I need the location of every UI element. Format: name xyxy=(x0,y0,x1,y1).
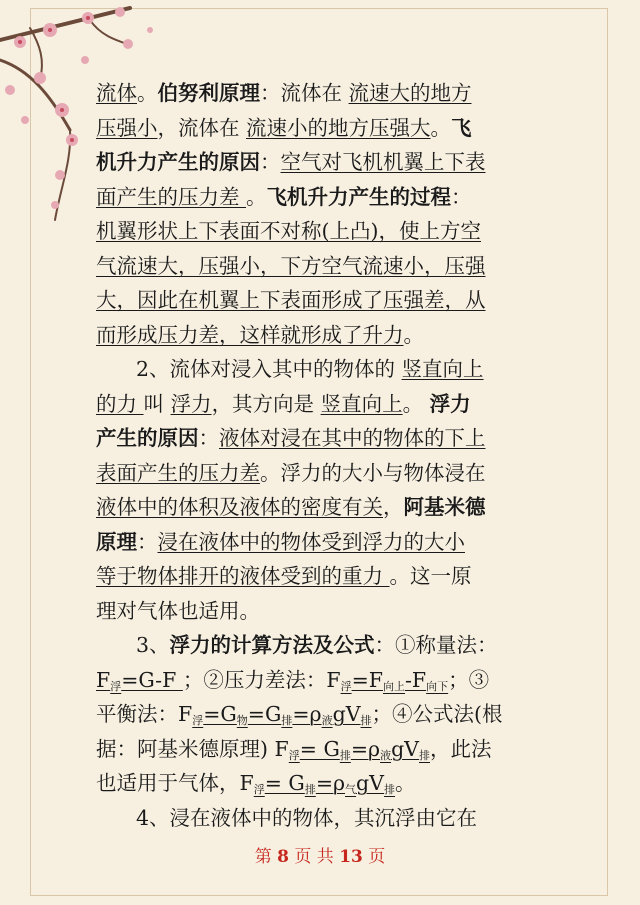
plain-text: ；③ xyxy=(448,667,490,692)
plain-text: 。 xyxy=(402,391,430,416)
text-line xyxy=(96,421,546,456)
text-line xyxy=(96,663,546,698)
text-line xyxy=(96,352,546,387)
plain-text: 2、流体对浸入其中的物体的 xyxy=(136,357,402,381)
underlined-text: 竖直向上 xyxy=(320,391,403,416)
underlined-text: 等于物体排开的液体受到的重力 xyxy=(96,564,390,588)
bold-term: 飞机升力产生的过程 xyxy=(266,184,452,209)
text-line xyxy=(96,387,546,422)
text-line xyxy=(96,766,546,801)
body-text xyxy=(96,76,546,835)
text-line xyxy=(96,214,546,249)
subscript: 液 xyxy=(321,714,333,727)
underlined-text: 的力 xyxy=(96,391,144,416)
plain-text: ：流体在 xyxy=(260,81,349,105)
subscript: 液 xyxy=(380,748,392,762)
plain-text: 4、浸在液体中的物体，其沉浮由它在 xyxy=(136,805,478,830)
underlined-text: 表面产生的压力差 xyxy=(96,460,260,485)
underlined-text: 流体 xyxy=(96,81,137,105)
plain-text: ： xyxy=(451,184,472,209)
underlined-text: =F xyxy=(351,667,383,692)
plain-text: ；④公式法(根 xyxy=(371,702,503,726)
text-line xyxy=(96,318,546,353)
footer-prefix: 第 xyxy=(254,847,278,867)
subscript: 排 xyxy=(419,748,430,762)
underlined-text: =G xyxy=(203,702,237,726)
text-line xyxy=(96,697,546,732)
bold-term: 机升力产生的原因 xyxy=(96,150,260,174)
bold-term: 飞 xyxy=(451,115,472,140)
text-line xyxy=(96,76,546,111)
subscript: 物 xyxy=(236,714,248,727)
underlined-text: gV xyxy=(391,736,419,761)
subscript: 气 xyxy=(345,783,357,796)
underlined-text: = G xyxy=(299,736,340,761)
underlined-text: 液体对浸在其中的物体的下上 xyxy=(219,426,486,450)
bold-term: 产生的原因 xyxy=(96,426,199,450)
underlined-text: F xyxy=(96,667,111,692)
plain-text: ： xyxy=(198,426,219,450)
underlined-text: =ρ xyxy=(315,771,346,795)
text-line xyxy=(96,145,546,180)
plain-text: ，其方向是 xyxy=(211,391,321,416)
text-line xyxy=(96,732,546,767)
text-line xyxy=(96,111,546,146)
text-line xyxy=(96,525,546,560)
subscript: 向上 xyxy=(382,679,405,693)
text-line xyxy=(96,628,546,663)
underlined-text: 机翼形状上下表面不对称(上凸)，使上方空 xyxy=(96,219,481,243)
subscript: 排 xyxy=(383,783,395,796)
bold-term: 浮力 xyxy=(429,391,471,416)
bold-term: 伯努利原理 xyxy=(157,81,260,105)
underlined-text: 而形成压力差，这样就形成了升力 xyxy=(96,322,404,347)
underlined-text: 流速小的地方压强大 xyxy=(246,115,431,140)
plain-text: 。 xyxy=(137,81,158,105)
subscript: 浮 xyxy=(288,748,300,762)
plain-text: 。 xyxy=(394,771,416,795)
plain-text: 叫 xyxy=(143,391,171,416)
underlined-text: 面产生的压力差 xyxy=(96,184,247,209)
text-line xyxy=(96,490,546,525)
plain-text: ： xyxy=(260,150,281,174)
plain-text: ，流体在 xyxy=(157,115,247,140)
footer-page-number: 8 xyxy=(277,847,289,867)
underlined-text: =G xyxy=(247,702,282,726)
bold-term: 阿基米德 xyxy=(403,495,486,519)
underlined-text: 浸在液体中的物体受到浮力的大小 xyxy=(157,529,465,554)
text-line xyxy=(96,801,546,836)
text-line xyxy=(96,456,546,491)
plain-text: 3、 xyxy=(136,633,170,657)
underlined-text: 气流速大，压强小，下方空气流速小，压强 xyxy=(96,253,486,278)
plain-text: 。浮力的大小与物体浸在 xyxy=(260,460,486,485)
underlined-text: gV xyxy=(332,702,361,726)
subscript: 浮 xyxy=(110,679,122,693)
underlined-text: 浮力 xyxy=(170,391,212,416)
underlined-text: 流速大的地方 xyxy=(348,81,472,105)
plain-text: ， xyxy=(383,495,404,519)
plain-text: 据：阿基米德原理) F xyxy=(96,736,289,761)
bold-term: 原理 xyxy=(96,529,137,554)
text-line xyxy=(96,594,546,629)
underlined-text: =ρ xyxy=(350,736,381,761)
plain-text: 平衡法：F xyxy=(96,702,193,726)
plain-text: ： xyxy=(137,529,158,554)
underlined-text: gV xyxy=(356,771,384,795)
underlined-text: 大，因此在机翼上下表面形成了压强差，从 xyxy=(96,288,486,312)
subscript: 排 xyxy=(281,714,293,727)
plain-text: 。 xyxy=(430,115,452,140)
underlined-text: -F xyxy=(404,667,427,692)
subscript: 向下 xyxy=(426,679,449,693)
underlined-text: =G-F xyxy=(121,667,183,692)
underlined-text: 空气对飞机机翼上下表 xyxy=(280,150,486,174)
footer-total-pages: 13 xyxy=(339,847,363,867)
plain-text: 理对气体也适用。 xyxy=(96,598,260,623)
bold-term: 浮力的计算方法及公式 xyxy=(169,633,375,657)
subscript: 排 xyxy=(339,748,351,762)
plain-text: ；②压力差法：F xyxy=(182,667,341,692)
underlined-text: = G xyxy=(264,771,305,795)
subscript: 排 xyxy=(360,714,372,727)
subscript: 浮 xyxy=(340,679,352,693)
plain-text: 。这一原 xyxy=(389,564,472,588)
text-line xyxy=(96,249,546,284)
plain-text: 也适用于气体，F xyxy=(96,771,254,795)
text-line xyxy=(96,559,546,594)
plain-text: 。 xyxy=(246,184,267,209)
subscript: 浮 xyxy=(253,783,265,796)
underlined-text: 竖直向上 xyxy=(401,357,484,381)
text-line xyxy=(96,180,546,215)
plain-text: ：①称量法： xyxy=(374,633,498,657)
subscript: 排 xyxy=(304,783,316,796)
text-line xyxy=(96,283,546,318)
page-footer xyxy=(0,842,640,867)
underlined-text: =ρ xyxy=(292,702,322,726)
plain-text: ，此法 xyxy=(430,736,492,761)
subscript: 浮 xyxy=(192,714,204,727)
underlined-text: 压强小 xyxy=(96,115,158,140)
plain-text: 。 xyxy=(403,322,424,347)
footer-suffix: 页 xyxy=(362,847,386,867)
underlined-text: 液体中的体积及液体的密度有关 xyxy=(96,495,383,519)
footer-middle: 页 共 xyxy=(288,847,340,867)
